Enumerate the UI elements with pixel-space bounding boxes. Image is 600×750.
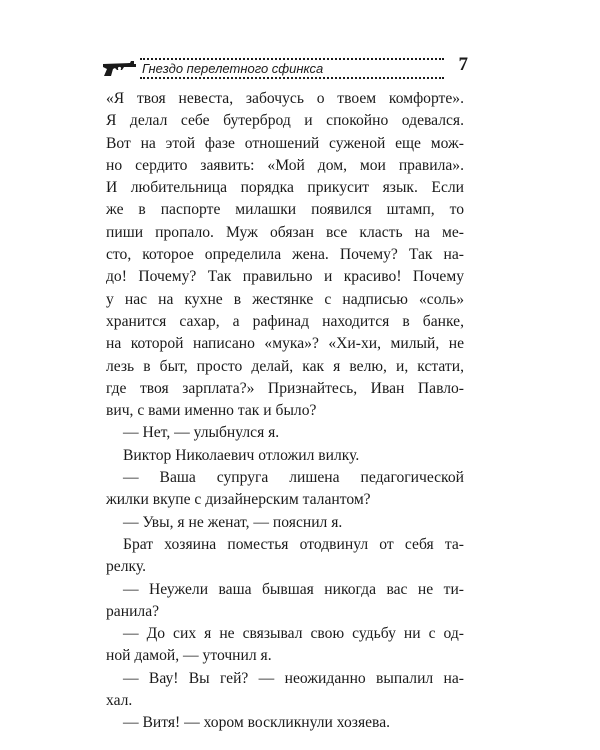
text-line: хал.: [106, 692, 133, 710]
text-line: пиши пропало. Муж обязан все класть на ме-: [106, 223, 464, 241]
text-line: где твоя зарплата?» Признайтесь, Иван Павло-: [106, 379, 464, 397]
book-title: Гнездо перелетного сфинкса: [142, 61, 324, 76]
text-line: — Ваша супруга лишена педагогической: [123, 469, 464, 487]
text-line: Виктор Николаевич отложил вилку.: [123, 446, 360, 464]
text-line: — Витя! — хором воскликнули хозяева.: [123, 714, 391, 732]
text-line: на которой написано «мука»? «Хи-хи, милый, не: [106, 335, 464, 353]
text-line: — Неужели ваша бывшая никогда вас не ти-: [123, 580, 464, 598]
header-dotted-rule-top: [140, 58, 444, 60]
text-line: хранится сахар, а рафинад находится в банке,: [106, 312, 464, 330]
text-line: — Вау! Вы гей? — неожиданно выпалил на-: [123, 669, 464, 687]
text-line: Брат хозяина поместья отодвинул от себя та-: [123, 535, 464, 553]
text-line: сто, которое определила жена. Почему? Так на-: [106, 246, 464, 264]
text-line: жилки вкупе с дизайнерским талантом?: [106, 491, 371, 509]
running-header: [100, 56, 470, 78]
text-line: лезь в быт, просто делай, как я велю, и, кстати,: [106, 357, 464, 375]
text-line: у нас на кухне в жестянке с надписью «соль»: [106, 290, 464, 308]
text-line: — До сих я не связывал свою судьбу ни с од-: [123, 625, 464, 643]
text-line: — Увы, я не женат, — пояснил я.: [123, 513, 343, 531]
text-line: ранила?: [106, 602, 160, 620]
header-dotted-rule-bottom: [140, 77, 444, 79]
body-text: [106, 88, 464, 735]
text-line: ной дамой, — уточнил я.: [106, 647, 272, 665]
text-line: но сердито заявить: «Мой дом, мои правила».: [106, 156, 464, 174]
revolver-icon: [100, 59, 140, 79]
text-line: И любительница порядка прикусит язык. Если: [106, 179, 464, 197]
text-line: Вот на этой фазе отношений суженой еще мож-: [106, 134, 464, 152]
text-line: — Нет, — улыбнулся я.: [123, 424, 280, 442]
text-line: вич, с вами именно так и было?: [106, 402, 317, 420]
text-line: релку.: [106, 558, 146, 576]
text-line: до! Почему? Так правильно и красиво! Почему: [106, 268, 464, 286]
text-line: же в паспорте милашки появился штамп, то: [106, 201, 464, 219]
text-line: Я делал себе бутерброд и спокойно одевался.: [106, 112, 464, 130]
text-line: «Я твоя невеста, забочусь о твоем комфорте».: [106, 90, 464, 107]
page-number: 7: [458, 54, 468, 75]
